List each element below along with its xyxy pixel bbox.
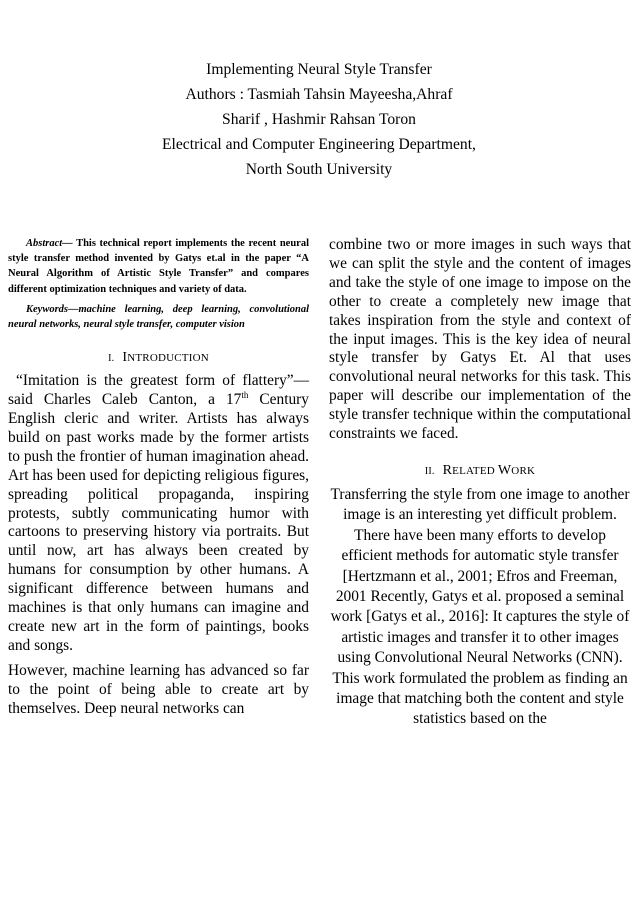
department: Electrical and Computer Engineering Department,: [162, 136, 476, 153]
abstract-label: Abstract—: [26, 238, 73, 249]
paper-title: Implementing Neural Style Transfer: [206, 61, 432, 78]
authors-line-1: Authors : Tasmiah Tahsin Mayeesha,Ahraf: [185, 86, 453, 103]
keywords: Keywords—machine learning, deep learning, convolutional neural networks, neural style transfer, computer vision: [8, 303, 309, 331]
abstract-text: This technical report implements the recent neural style transfer method invented by Gatys et.al in the paper “A Neural Algorithm of Artistic Style Transfer” and compares different optimization techniques and variety of data.: [8, 238, 309, 295]
right-column: [329, 236, 631, 730]
introduction-paragraph-1: “Imitation is the greatest form of flattery”—said Charles Caleb Canton, a 17th Century English cleric and writer. Artists has always build on past works made by the former artists to push the frontier of human imagination ahead. Art has been used for depicting religious figures, spreading political propaganda, inspiring protests, subtly communicating humor with cartoons to preserving history via portraits. But until now, art has always been created by humans for consumption by other humans. A significant difference between humans and machines is that only humans can imagine and create new art in the form of paintings, books and songs.: [8, 372, 309, 654]
introduction-paragraph-2-continued: combine two or more images in such ways that we can split the style and the content of images and take the style of one image to impose on the other to create a completely new image that takes inspiration from the style and context of the input images. This is the key idea of neural style transfer by Gatys Et. Al that uses convolutional neural networks for this task. This paper will describe our implementation of the style transfer technique within the computational constraints we faced.: [329, 236, 631, 443]
section-heading-related-work: II. RELATED WORK: [424, 462, 536, 478]
abstract: [8, 236, 309, 297]
related-work-paragraph: Transferring the style from one image to another image is an interesting yet difficult problem. There have been many efforts to develop efficient methods for automatic style transfer [Hertzmann et al., 2001; Efros and Freeman, 2001 Recently, Gatys et al. proposed a seminal work [Gatys et al., 2016]: It captures the style of artistic images and transfer it to other images using Convolutional Neural Networks (CNN). This work formulated the problem as finding an image that matching both the content and style statistics based on the: [330, 485, 630, 728]
section-number: I.: [108, 353, 115, 365]
superscript: th: [241, 390, 249, 400]
introduction-paragraph-2: However, machine learning has advanced so far to the point of being able to create art by themselves. Deep neural networks can: [8, 661, 309, 717]
university: North South University: [245, 161, 393, 178]
paper-header: [0, 57, 638, 182]
section-number: II.: [424, 465, 435, 477]
left-column: [8, 236, 309, 719]
section-heading-introduction: I. INTRODUCTION: [108, 350, 209, 366]
authors-line-2: Sharif , Hashmir Rahsan Toron: [222, 111, 416, 128]
